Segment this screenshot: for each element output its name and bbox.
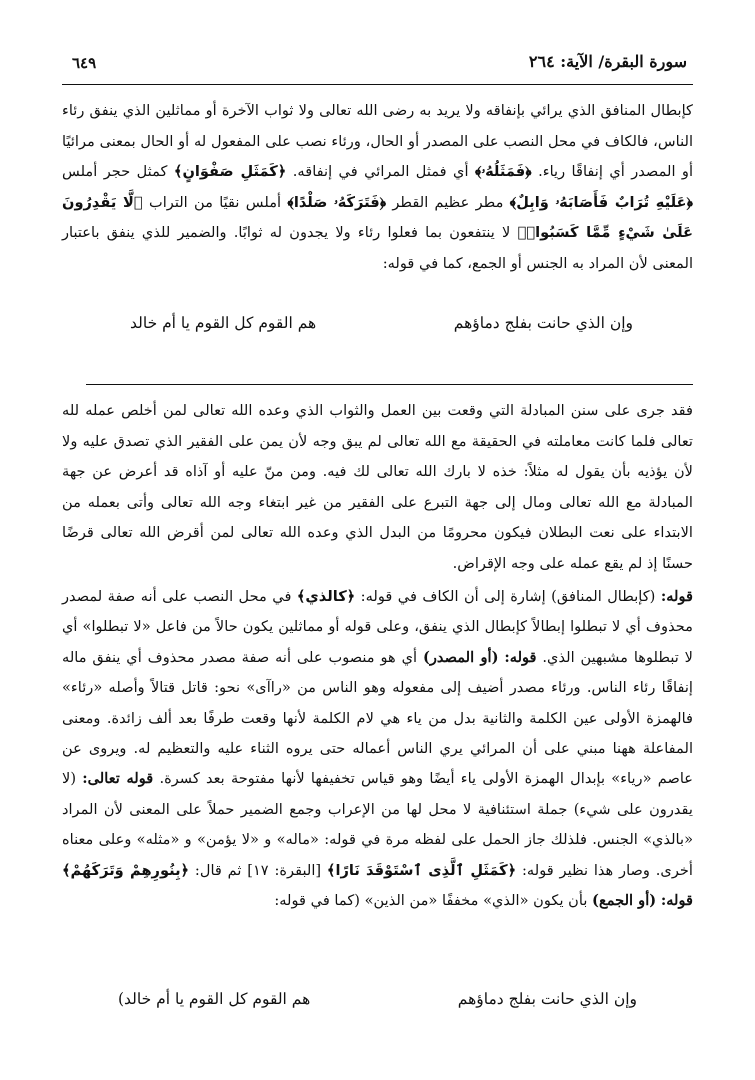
quran-quote: ﴿فَمَثَلُهُۥ﴾ [474, 163, 532, 180]
main-text [62, 96, 693, 279]
running-title: سورة البقرة/ الآية: ٢٦٤ [528, 52, 687, 71]
commentary-paragraph [62, 582, 693, 916]
quran-quote: ﴿كَمَثَلِ صَفْوَانٍ﴾ [173, 163, 287, 180]
footnote-divider [86, 384, 693, 385]
verse-second-hemistich: هم القوم كل القوم يا أم خالد) [118, 990, 311, 1008]
commentary-label: قوله: [660, 892, 693, 910]
quran-quote: ﴿عَلَيْهِ تُرَابٌ فَأَصَابَهُۥ وَابِلٌ﴾ [509, 193, 693, 211]
main-text-segment: أملس نقيًا من التراب [148, 193, 282, 211]
verse-first-hemistich: وإن الذي حانت بفلج دماؤهم [457, 990, 637, 1008]
verse-second-hemistich: هم القوم كل القوم يا أم خالد [130, 314, 317, 332]
commentary-segment: بأن يكون «الذي» مخففًا «من الذين» (كما في قوله: [274, 892, 588, 910]
commentary-label: قوله: [504, 648, 537, 666]
commentary-segment: (كإبطال المنافق) إشارة إلى أن الكاف في قوله: [360, 588, 656, 605]
poetry-verse [130, 314, 633, 332]
page-header [62, 44, 693, 85]
quran-quote: ﴿بِنُورِهِمْ وَتَرَكَهُمْ﴾ [62, 861, 190, 879]
main-text-segment: كإبطال المنافق الذي يرائي بإنفاقه ولا يريد به رضى الله تعالى ولا ثواب الآخرة أو مماثلين الذي ينفق رئاء الناس، فالكاف في محل النصب على المصدر أو الحال، ورئاء نصب على المفعول له أو الحال بمعنى مرائيًا أو المصدر أي إنفاقًا رياء. [62, 102, 694, 180]
commentary-segment: (لا يقدرون على شيء) جملة استئنافية لا محل لها من الإعراب وجمع الضمير حملاً على المعنى لأن المراد «بالذي» الجنس. فلذلك جاز الحمل على لفظه مرة في قوله: «ماله» و «لا يؤمن» و «مثله» وعلى معناه أخرى. وصار هذا نظير قوله: [62, 770, 693, 879]
main-text-segment: مطر عظيم القطر [392, 193, 504, 211]
commentary-segment: أي هو منصوب على أنه صفة مصدر محذوف أي ينفق ماله إنفاقًا رئاء الناس. ورئاء مصدر أضيف إلى مفعوله وهو الناس من «راآى» نحو: قاتل قتالاً وأصله «رئاء» فالهمزة الأولى عين الكلمة والثانية بدل من ياء هي لام الكلمة لأنها وقعت طرفًا بعد ألف زائدة. ومعنى المفاعلة ههنا مبني على أن المرائي يري الناس أعماله حتى يروه الثناء عليه والتعظيم له. ويروى عن عاصم «رياء» بإبدال الهمزة الأولى ياء أيضًا وهو قياس تخفيفها لأنها مفتوحة بعد كسرة. [62, 648, 694, 788]
footnote-text [62, 396, 693, 579]
commentary-lemma: (أو المصدر) [422, 648, 499, 666]
quran-quote: ﴿لَّا يَقْدِرُونَ عَلَىٰ شَيْءٍ مِّمَّا كَسَبُوا۟﴾ [62, 193, 693, 241]
commentary-lemma: (أو الجمع) [592, 892, 657, 910]
commentary-text [62, 582, 693, 916]
commentary-segment: [البقرة: ١٧] ثم قال: [194, 861, 322, 879]
commentary-segment: في محل النصب على أنه صفة لمصدر محذوف أي لا تبطلوا إبطالاً كإبطال الذي ينفق، وعلى قوله أو مماثلين يكون حالاً من فاعل «لا تبطلوا» أي لا تبطلوها مشبهين الذي. [62, 588, 694, 666]
quran-quote: ﴿فَتَرَكَهُۥ صَلْدًا﴾ [287, 193, 387, 211]
main-paragraph [62, 96, 693, 279]
main-text-segment: كمثل حجر أملس [62, 163, 168, 180]
commentary-label: قوله: [660, 588, 693, 605]
main-text-segment: أي فمثل المرائي في إنفاقه. [292, 163, 469, 180]
page-number: ٦٤٩ [72, 54, 97, 72]
commentary-label: قوله تعالى: [82, 770, 154, 788]
footnote-paragraph: فقد جرى على سنن المبادلة التي وقعت بين العمل والثواب الذي وعده الله تعالى لمن أخلص عمله لله تعالى فلما كانت معاملته في الحقيقة مع الله تعالى لم يبق وجه لأن يمن على الفقير الذي تصدق عليه ولا لأن يؤذيه بأن يقول له مثلاً: خذه لا بارك الله تعالى لك فيه. ومن منّ عليه أو آذاه قد أعرض عن جهة المبادلة مع الله تعالى ومال إلى جهة التبرع على الفقير من غير ابتغاء وجه الله تعالى وأتى بعمله من الابتداء على نعت البطلان فيكون محرومًا من البدل الذي وعده الله تعالى لمن أقرض الله تعالى قرضًا حسنًا إذ لم يقع عمله على وجه الإقراض. [62, 402, 693, 572]
quran-quote: ﴿كالذي﴾ [296, 588, 356, 605]
verse-first-hemistich: وإن الذي حانت بفلج دماؤهم [453, 314, 633, 332]
quran-quote: ﴿كَمَثَلِ ٱلَّذِى ٱسْتَوْقَدَ نَارًا﴾ [326, 861, 517, 879]
main-text-segment: لا ينتفعون بما فعلوا رئاء ولا يجدون له ثوابًا. والضمير للذي ينفق باعتبار المعنى لأن المراد به الجنس أو الجمع، كما في قوله: [62, 224, 693, 272]
poetry-verse [118, 990, 637, 1008]
